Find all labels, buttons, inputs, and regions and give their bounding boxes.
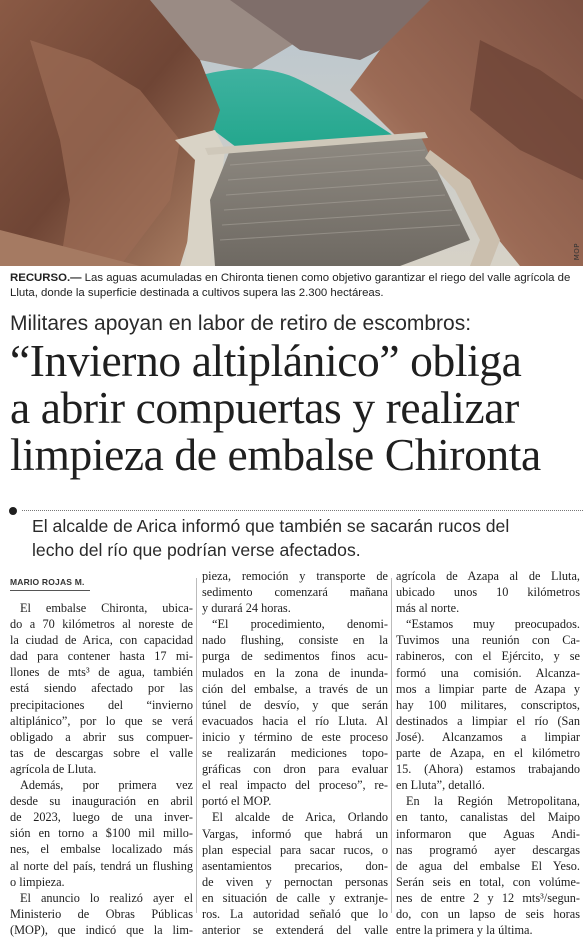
text-line: o limpieza. xyxy=(10,874,65,889)
text-line: llones de mts³ de agua, también xyxy=(10,665,193,680)
text-line: Tuvimos una reunión con Ca- xyxy=(396,633,580,648)
text-line: nes de entre 2 y 12 mts³/segun- xyxy=(396,890,580,905)
column-separator xyxy=(196,578,197,913)
text-line: de agua del embalse El Yeso. xyxy=(396,858,580,873)
article-kicker: Militares apoyan en labor de retiro de escombros: xyxy=(10,312,472,335)
article-deck xyxy=(32,514,580,562)
text-line: Además, por primera vez xyxy=(20,778,193,793)
photo-caption xyxy=(10,271,575,301)
text-line: ción del embalse, a través de un xyxy=(202,681,388,696)
dam-photo xyxy=(0,0,583,266)
text-line: se realizarán mediciones topo- xyxy=(202,746,388,761)
text-line: nado flushing, consiste en la xyxy=(202,633,388,648)
text-line: de 2023, luego de una inver- xyxy=(10,810,193,825)
text-line: Vargas, informó que habrá un xyxy=(202,826,388,841)
headline-line: a abrir compuertas y realizar xyxy=(10,382,519,433)
text-line: gráficas con dron para evaluar xyxy=(202,762,388,777)
photo-credit: MOP xyxy=(573,242,581,260)
text-line: el real impacto del proceso”, re- xyxy=(202,778,388,793)
text-line: nas programó ayer descargas xyxy=(396,842,580,857)
text-line: de viven y pernoctan personas xyxy=(202,874,388,889)
text-line: al norte del país, tendrá un flushing xyxy=(10,858,193,873)
text-line: En la Región Metropolitana, xyxy=(406,794,580,809)
deck-line: lecho del río que podrían verse afectados. xyxy=(32,540,361,560)
text-line: purga de sedimentos finos acu- xyxy=(202,649,388,664)
text-line: formó una comisión. Alcanza- xyxy=(396,665,580,680)
text-line: en tanto, canalistas del Maipo xyxy=(396,810,580,825)
text-line: plan especial para sacar rucos, o xyxy=(202,842,388,857)
headline-line: “Invierno altiplánico” obliga xyxy=(10,335,522,386)
text-line: desde su inauguración en abril xyxy=(10,794,193,809)
dotted-divider xyxy=(22,510,583,511)
text-line: altiplánico”, por lo que se verá xyxy=(10,713,193,728)
text-line: ubicado unos 10 kilómetros xyxy=(396,585,580,600)
text-line: anterior se extenderá del valle xyxy=(202,923,388,938)
text-line: parte de Azapa, en el kilómetro xyxy=(396,746,580,761)
deck-line: El alcalde de Arica informó que también se sacarán rucos del xyxy=(32,516,510,536)
text-line: pieza, remoción y transporte de xyxy=(202,569,388,583)
text-line: está siendo afectado por las xyxy=(10,681,193,696)
text-line: inicio y término de este proceso xyxy=(202,729,388,744)
text-line: El embalse Chironta, ubica- xyxy=(20,601,193,615)
text-line: José). Alcanzamos a limpiar xyxy=(396,729,580,744)
text-line: entre la primera y la última. xyxy=(396,923,533,938)
text-line: do, con un lapso de seis horas xyxy=(396,906,580,921)
text-line: hay 100 militares, conscriptos, xyxy=(396,697,580,712)
text-line: El alcalde de Arica, Orlando xyxy=(212,810,388,825)
text-line: “Estamos muy preocupados. xyxy=(406,617,580,632)
text-line: mos a limpiar parte de Azapa y xyxy=(396,681,580,696)
text-line: agrícola de Lluta. xyxy=(10,761,97,776)
text-line: 15. (Ahora) estamos trabajando xyxy=(396,762,580,777)
headline-line: limpieza de embalse Chironta xyxy=(10,429,541,480)
caption-label: RECURSO.— xyxy=(10,272,82,284)
article-column-3 xyxy=(396,568,580,938)
text-line: mulados en la zona de inunda- xyxy=(202,665,388,680)
text-line: destinados a limpiar el río (San xyxy=(396,713,580,728)
text-line: Serán seis en total, con volúme- xyxy=(396,874,580,889)
article-headline xyxy=(10,337,580,478)
caption-text: Las aguas acumuladas en Chironta tienen como objetivo garantizar el riego del valle agrícola de Lluta, donde la superficie destinada a cultivos supera las 2.300 hectáreas. xyxy=(10,272,571,299)
bullet-dot xyxy=(9,507,17,515)
text-line: portó el MOP. xyxy=(202,794,272,809)
text-line: evacuados hacia el río Lluta. Al xyxy=(202,713,388,728)
text-line: en situación de calle y extranje- xyxy=(202,890,388,905)
text-line: en Lluta”, detalló. xyxy=(396,778,485,793)
text-line: agrícola de Azapa al de Lluta, xyxy=(396,569,580,583)
text-line: obligado a abrir sus compuer- xyxy=(10,729,193,744)
text-line: ros. La autoridad señaló que lo xyxy=(202,906,388,921)
text-line: sedimento comenzará mañana xyxy=(202,585,388,600)
text-line: y durará 24 horas. xyxy=(202,601,291,616)
text-line: Ministerio de Obras Públicas xyxy=(10,906,193,921)
text-line: dad para contener hasta 17 mi- xyxy=(10,649,193,664)
article-column-2 xyxy=(202,568,388,938)
text-line: do a 70 kilómetros al noreste de xyxy=(10,617,193,632)
byline-underline xyxy=(10,590,90,591)
text-line: rabineros, con el Ejército, y se xyxy=(396,649,580,664)
text-line: la ciudad de Arica, con capacidad xyxy=(10,633,193,648)
text-line: tas de descargas sobre el valle xyxy=(10,745,193,760)
text-line: El anuncio lo realizó ayer el xyxy=(20,890,193,905)
text-line: “El procedimiento, denomi- xyxy=(212,617,388,632)
column-separator xyxy=(391,578,392,913)
text-line: precipitaciones del “invierno xyxy=(10,697,193,712)
text-line: (MOP), que indicó que la lim- xyxy=(10,922,193,937)
article-column-1 xyxy=(10,600,193,937)
text-line: más al norte. xyxy=(396,601,460,616)
text-line: nes, el embalse localizado más xyxy=(10,842,193,857)
text-line: túnel de desvío, y que serán xyxy=(202,697,388,712)
text-line: informaron que Aguas Andi- xyxy=(396,826,580,841)
byline: MARIO ROJAS M. xyxy=(10,577,85,587)
text-line: sión en torno a $100 mil millo- xyxy=(10,826,193,841)
text-line: asentamientos precarios, don- xyxy=(202,858,388,873)
